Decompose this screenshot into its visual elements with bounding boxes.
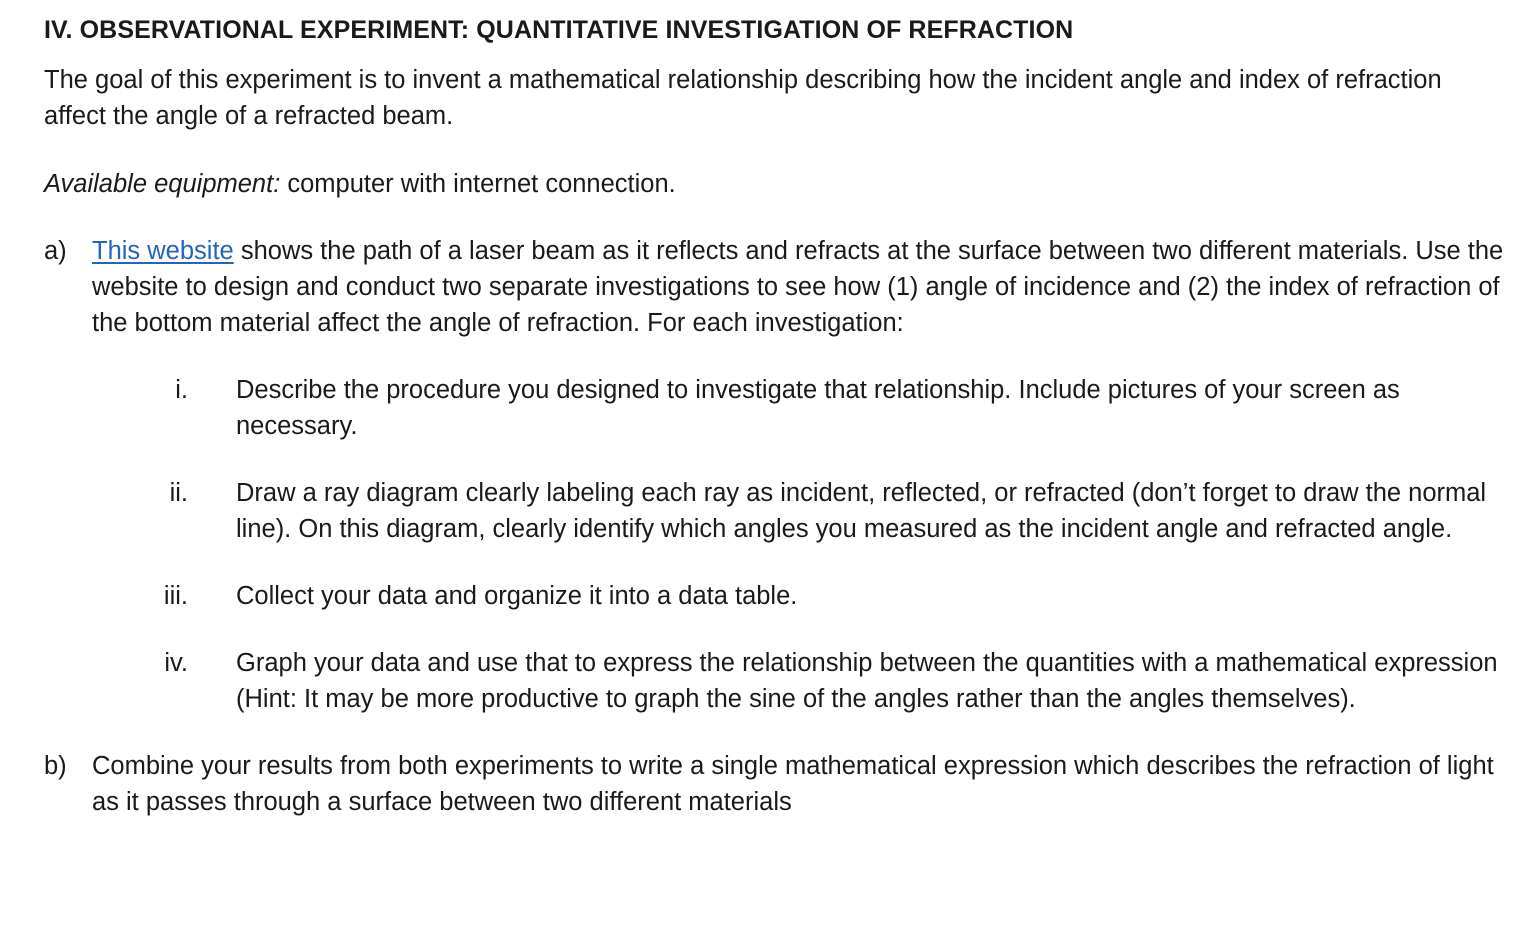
equipment-text: computer with internet connection.	[280, 170, 676, 198]
part-b	[44, 748, 1504, 820]
part-b-text: Combine your results from both experiments to write a single mathematical expression which describes the refraction of light as it passes through a surface between two different materials	[92, 752, 1494, 816]
part-b-marker: b)	[44, 752, 67, 780]
list-item-marker: iii.	[163, 582, 188, 610]
document	[44, 14, 1504, 820]
list-item	[92, 645, 1504, 717]
list-item-text: Graph your data and use that to express the relationship between the quantities with a mathematical expression (Hint: It may be more productive to graph the sine of the angles rather than the angles themselves).	[236, 649, 1498, 713]
part-a	[44, 233, 1504, 717]
equipment-label: Available equipment:	[44, 170, 281, 198]
list-item	[92, 372, 1504, 444]
website-link[interactable]: This website	[92, 237, 234, 265]
equipment-paragraph	[44, 166, 1504, 202]
list-item-marker: ii.	[169, 479, 188, 507]
list-item-text: Describe the procedure you designed to investigate that relationship. Include pictures of your screen as necessary.	[236, 376, 1400, 440]
part-a-text: shows the path of a laser beam as it reflects and refracts at the surface between two different materials. Use the website to design and conduct two separate investigations to see how (1) angle of incidence and (2) the index of refraction of the bottom material affect the angle of refraction. For each investigation:	[92, 237, 1504, 337]
list-item-marker: i.	[175, 376, 188, 404]
part-a-marker: a)	[44, 237, 67, 265]
list-item	[92, 578, 1504, 614]
investigation-steps-list	[92, 372, 1504, 717]
list-item-text: Draw a ray diagram clearly labeling each ray as incident, reflected, or refracted (don’t forget to draw the normal line). On this diagram, clearly identify which angles you measured as the incident angle and refracted angle.	[236, 479, 1487, 543]
goal-paragraph: The goal of this experiment is to invent a mathematical relationship describing how the incident angle and index of refraction affect the angle of a refracted beam.	[44, 66, 1442, 130]
section-heading: IV. OBSERVATIONAL EXPERIMENT: QUANTITATIVE INVESTIGATION OF REFRACTION	[44, 16, 1074, 44]
list-item-marker: iv.	[164, 649, 188, 677]
list-item-text: Collect your data and organize it into a data table.	[236, 582, 798, 610]
list-item	[92, 475, 1504, 547]
